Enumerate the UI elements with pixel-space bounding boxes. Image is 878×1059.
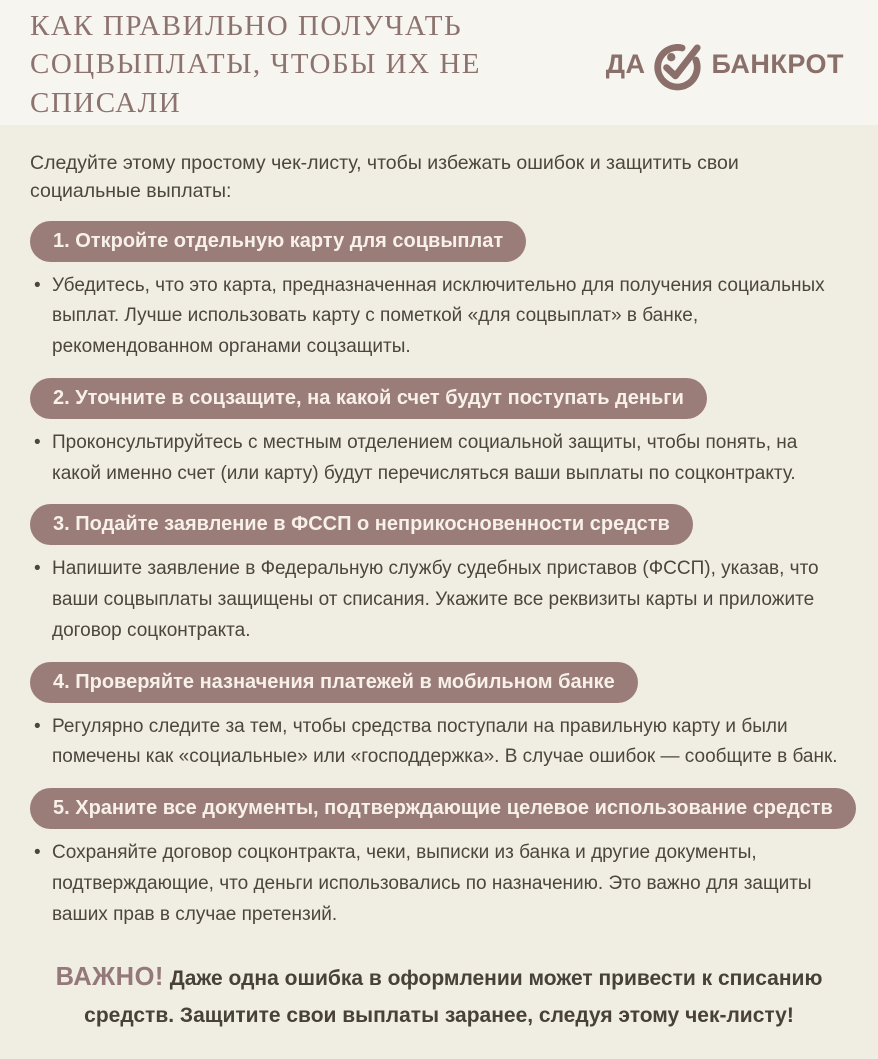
step-4-title-badge: 4. Проверяйте назначения платежей в мобильном банке xyxy=(30,662,638,703)
important-text: Даже одна ошибка в оформлении может привести к списанию средств. Защитите свои выплаты заранее, следуя этому чек-листу! xyxy=(84,967,823,1027)
step-1-bullet: • Убедитесь, что это карта, предназначенная исключительно для получения социальных выплат. Лучше использовать карту с пометкой «для соцвыплат» в банке, рекомендованном органами соцзащиты. xyxy=(52,271,842,363)
step-4-bullet: • Регулярно следите за тем, чтобы средства поступали на правильную карту и были помечены как «социальные» или «господдержка». В случае ошибок — сообщите в банк. xyxy=(52,712,842,774)
step-2-body xyxy=(30,428,842,490)
important-note xyxy=(42,956,837,1059)
header xyxy=(0,0,878,125)
step-1 xyxy=(30,221,848,363)
brand-logo-right-text: БАНКРОТ xyxy=(711,49,844,79)
step-3-body xyxy=(30,554,842,646)
step-5 xyxy=(30,788,848,930)
brand-logo xyxy=(606,39,844,91)
step-4 xyxy=(30,662,848,774)
intro-text: Следуйте этому простому чек-листу, чтобы избежать ошибок и защитить свои социальные выплаты: xyxy=(30,152,739,203)
step-2-bullet: • Проконсультируйтесь с местным отделением социальной защиты, чтобы понять, на какой именно счет (или карту) будут перечисляться ваши выплаты по соцконтракту. xyxy=(52,428,842,490)
step-5-title-badge: 5. Храните все документы, подтверждающие целевое использование средств xyxy=(30,788,856,829)
step-3-title-badge: 3. Подайте заявление в ФССП о неприкосновенности средств xyxy=(30,504,693,545)
important-label: ВАЖНО! xyxy=(55,963,164,992)
step-1-body xyxy=(30,271,842,363)
step-5-body xyxy=(30,838,842,930)
page-title xyxy=(30,7,606,122)
step-2-title-badge: 2. Уточните в соцзащите, на какой счет будут поступать деньги xyxy=(30,378,707,419)
step-1-title-badge: 1. Откройте отдельную карту для соцвыплат xyxy=(30,221,526,262)
check-circle-icon xyxy=(652,39,704,91)
step-3 xyxy=(30,504,848,646)
step-5-bullet: • Сохраняйте договор соцконтракта, чеки, выписки из банка и другие документы, подтверждающие, что деньги использовались по назначению. Это важно для защиты ваших прав в случае претензий. xyxy=(52,838,842,930)
step-3-bullet: • Напишите заявление в Федеральную службу судебных приставов (ФССП), указав, что ваши соцвыплаты защищены от списания. Укажите все реквизиты карты и приложите договор соцконтракта. xyxy=(52,554,842,646)
brand-logo-left-text: ДА xyxy=(605,49,646,79)
checklist-content xyxy=(0,125,878,1059)
page-title-line2: СОЦВЫПЛАТЫ, ЧТОБЫ ИХ НЕ СПИСАЛИ xyxy=(30,48,481,119)
step-4-body xyxy=(30,712,842,774)
page-title-line1: КАК ПРАВИЛЬНО ПОЛУЧАТЬ xyxy=(30,10,463,43)
step-2 xyxy=(30,378,848,490)
